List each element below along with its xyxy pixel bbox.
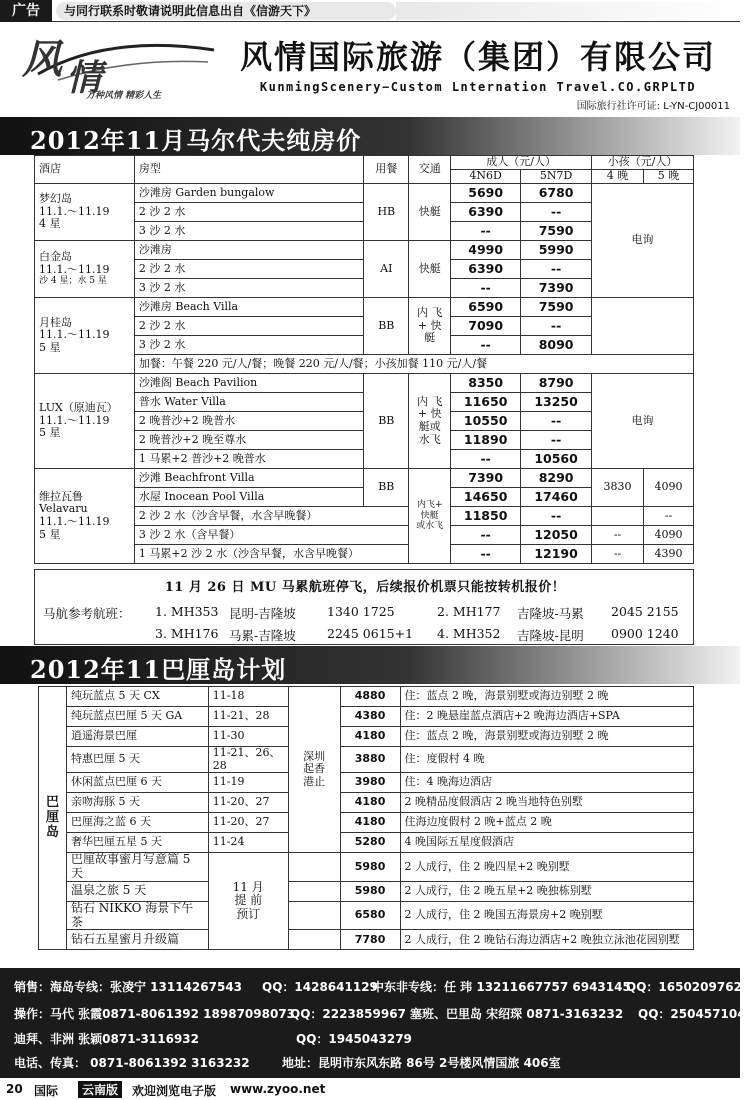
table-row: [39, 793, 694, 813]
room-type: 3 沙 2 水: [134, 279, 363, 298]
tour-name: 纯玩蓝点巴厘 5 天 GA: [66, 707, 208, 727]
flight-route: 马累-吉隆坡: [229, 628, 296, 643]
hotel-star: 5 星: [39, 426, 61, 440]
logo-char-qing: 情: [66, 57, 103, 99]
logo-char-feng: 风: [22, 36, 62, 83]
company-logo: [18, 28, 218, 100]
tour-name: 巴厘海之蓝 6 天: [66, 813, 208, 833]
price-4n6d: 14650: [451, 488, 521, 507]
price-5n7d: --: [521, 431, 592, 450]
license-number: 国际旅行社许可证: L-YN-CJ00011: [576, 101, 730, 112]
transport: 快艇: [409, 184, 451, 241]
price-4n6d: 7090: [451, 317, 521, 336]
flight-no: 3. MH176: [155, 626, 219, 641]
transport: 快艇: [409, 241, 451, 298]
tour-name: 纯玩蓝点 5 天 CX: [66, 687, 208, 707]
price-4n6d: --: [451, 336, 521, 355]
child-price-empty: [592, 298, 694, 355]
room-type: 沙滩阁 Beach Pavilion: [134, 374, 363, 393]
meal-surcharge: 加餐：午餐 220 元/人/餐；晚餐 220 元/人/餐；小孩加餐 110 元/人/餐: [134, 355, 693, 374]
page-number: 20: [6, 1082, 23, 1096]
page-footer-bar: [0, 1078, 740, 1100]
side-char: 岛: [45, 824, 59, 840]
tour-name: 奢华巴厘五星 5 天: [66, 833, 208, 853]
section-label: 国际: [34, 1084, 59, 1098]
tour-name: 钻石 NIKKO 海景下午茶: [66, 901, 208, 930]
flight-time: 2045 2155: [611, 604, 679, 619]
price-5n7d: 8790: [521, 374, 592, 393]
hotel-name: 白金岛: [39, 250, 72, 264]
tour-desc: 住：蓝点 2 晚，海景别墅或海边别墅 2 晚: [400, 727, 693, 747]
tour-desc: 2 人成行，住 2 晚钻石海边酒店+2 晚独立泳池花园别墅: [400, 930, 693, 950]
tour-price: 4180: [340, 727, 400, 747]
edition-badge: 云南版: [78, 1081, 122, 1098]
tour-dates: 11-24: [208, 833, 288, 853]
price-5n7d: 12050: [521, 526, 592, 545]
room-type: 沙滩房: [134, 241, 363, 260]
tour-name: 亲吻海豚 5 天: [66, 793, 208, 813]
tour-price: 5280: [340, 833, 400, 853]
tour-desc: 2 人成行，住 2 晚国五海景房+2 晚别墅: [400, 901, 693, 930]
room-type: 1 马累+2 普沙+2 晚普水: [134, 450, 363, 469]
hotel-star: 5 星: [39, 527, 61, 541]
tour-name: 特惠巴厘 5 天: [66, 747, 208, 773]
price-4n6d: 8350: [451, 374, 521, 393]
room-type: 2 沙 2 水: [134, 317, 363, 336]
departure-note-empty: [288, 930, 340, 950]
flight-no: 1. MH353: [155, 604, 219, 619]
price-4n6d: 6390: [451, 203, 521, 222]
hotel-lux: [35, 374, 135, 469]
table-row: [35, 469, 694, 488]
room-type: 沙滩 Beachfront Villa: [134, 469, 363, 488]
price-5n7d: 7590: [521, 222, 592, 241]
header-5n7d: 5N7D: [521, 170, 592, 184]
price-4n6d: 11650: [451, 393, 521, 412]
departure-note: [288, 687, 340, 853]
tour-dates: 11-20、27: [208, 793, 288, 813]
transport-line: 内 飞: [416, 394, 443, 408]
dubai-africa-contact: 迪拜、非洲 张颖0871-3116932: [14, 1032, 200, 1046]
price-4n6d: --: [451, 526, 521, 545]
hotel-dates: 11.1.～11.19: [39, 413, 110, 427]
table-row: [35, 184, 694, 203]
room-type: 水屋 Inocean Pool Villa: [134, 488, 363, 507]
tour-desc: 住：度假村 4 晚: [400, 747, 693, 773]
price-5n7d: 5990: [521, 241, 592, 260]
child-price-5: 4090: [644, 526, 694, 545]
logo-slogan: 万种风情 精彩人生: [86, 91, 162, 101]
maldives-banner-title: 2012年11月马尔代夫纯房价: [30, 126, 362, 155]
tour-price: 4180: [340, 813, 400, 833]
tour-price: 7780: [340, 930, 400, 950]
tour-name: 温泉之旅 5 天: [66, 881, 208, 901]
price-5n7d: 10560: [521, 450, 592, 469]
maldives-banner: [0, 117, 740, 155]
meal-plan: HB: [364, 184, 409, 241]
bali-plan-table: [38, 686, 694, 950]
suspend-notice: 11 月 26 日 MU 马累航班停飞，后续报价机票只能按转机报价！: [164, 580, 566, 595]
child-price-4: [592, 507, 644, 526]
price-4n6d: 6590: [451, 298, 521, 317]
operation-contact: 操作：马代 张霞0871-8061392 18987098073: [14, 1007, 296, 1021]
bali-side-label: [39, 687, 67, 950]
tour-price: 5980: [340, 881, 400, 901]
hotel-dates: 11.1.～11.19: [39, 515, 110, 528]
price-5n7d: --: [521, 260, 592, 279]
company-english-name: KunmingScenery−Custom Lnternation Travel.CO.GRPLTD: [259, 80, 697, 94]
flight-route: 昆明-吉隆坡: [229, 606, 296, 621]
room-type: 1 马累+2 沙 2 水（沙含早餐，水含早晚餐）: [134, 545, 408, 564]
advance-booking-note: [208, 853, 288, 950]
price-5n7d: 13250: [521, 393, 592, 412]
price-4n6d: 11850: [451, 507, 521, 526]
hotel-velavaru: [35, 469, 135, 564]
price-4n6d: --: [451, 545, 521, 564]
office-address: 地址：昆明市东风东路 86号 2号楼风情国旅 406室: [282, 1056, 561, 1070]
hotel-name: 维拉瓦鲁: [39, 489, 83, 503]
header-room: 房型: [134, 156, 363, 184]
flight-no: 2. MH177: [437, 604, 501, 619]
tour-dates: 11-20、27: [208, 813, 288, 833]
hotel-dates: 11.1.～11.19: [39, 328, 110, 342]
transport-line: 内飞+: [416, 500, 443, 511]
saipan-bali-qq: QQ：2504571046: [638, 1007, 754, 1021]
table-row: [39, 813, 694, 833]
tour-desc: 2 晚精品度假酒店 2 晚当地特色别墅: [400, 793, 693, 813]
hotel-name: LUX（原迪瓦）: [39, 401, 118, 415]
header-transport: 交通: [409, 156, 451, 184]
note-line: 提 前: [234, 893, 263, 908]
tour-name: 逍遥海景巴厘: [66, 727, 208, 747]
flight-route: 吉隆坡-昆明: [517, 628, 584, 643]
price-5n7d: --: [521, 203, 592, 222]
note-line: 11 月: [232, 879, 264, 894]
room-type: 3 沙 2 水: [134, 336, 363, 355]
header-child-4: 4 晚: [592, 170, 644, 184]
flight-route: 吉隆坡-马累: [517, 606, 584, 621]
notice-fade: [396, 2, 740, 20]
child-price-5: 4090: [644, 469, 694, 507]
transport-line: + 快: [417, 407, 442, 421]
price-4n6d: 5690: [451, 184, 521, 203]
transport-line: 水飞: [418, 432, 441, 446]
table-row: [39, 833, 694, 853]
table-row: [35, 374, 694, 393]
room-type: 2 沙 2 水: [134, 260, 363, 279]
price-5n7d: 6780: [521, 184, 592, 203]
flight-time: 0900 1240: [611, 626, 679, 641]
hotel-star: 沙 4 星；水 5 星: [39, 276, 107, 287]
tour-desc: 住海边度假村 2 晚+蓝点 2 晚: [400, 813, 693, 833]
side-char: 巴: [45, 794, 59, 810]
source-notice: 与同行联系时敬请说明此信息出自《信游天下》: [56, 2, 396, 20]
tour-desc: 住：4 晚海边酒店: [400, 773, 693, 793]
table-row: [39, 727, 694, 747]
price-4n6d: --: [451, 279, 521, 298]
child-price-inquire: 电询: [592, 374, 694, 469]
dubai-africa-qq: QQ：1945043279: [296, 1032, 412, 1046]
table-row: [39, 853, 694, 882]
table-row: [39, 773, 694, 793]
meal-plan: BB: [364, 374, 409, 469]
header-child-5: 5 晚: [644, 170, 694, 184]
price-4n6d: 7390: [451, 469, 521, 488]
flight-time: 1340 1725: [327, 604, 395, 619]
price-5n7d: --: [521, 507, 592, 526]
child-price-inquire: 电询: [592, 184, 694, 298]
meal-plan: BB: [364, 469, 409, 507]
hotel-dates: 11.1.～11.19: [39, 262, 110, 276]
hotel-star: 4 星: [39, 217, 61, 231]
room-type: 3 沙 2 水: [134, 222, 363, 241]
hotel-dreamland: [35, 184, 135, 241]
price-4n6d: --: [451, 222, 521, 241]
room-type: 2 沙 2 水: [134, 203, 363, 222]
table-row: [39, 707, 694, 727]
flight-notes: [34, 569, 694, 645]
child-price-5: --: [644, 507, 694, 526]
room-type: 沙滩房 Beach Villa: [134, 298, 363, 317]
transport: [409, 374, 451, 469]
middle-east-contact: 中东非专线：任 玮 13211667757 6943145: [372, 980, 631, 994]
hotel-dates: 11.1.～11.19: [39, 204, 110, 218]
sales-qq: QQ：1428641129: [262, 980, 378, 994]
tour-price: 5980: [340, 853, 400, 882]
hotel-name-en: Velavaru: [39, 502, 88, 516]
child-price-4: 3830: [592, 469, 644, 507]
price-5n7d: 7390: [521, 279, 592, 298]
tour-dates: 11-19: [208, 773, 288, 793]
table-row: [39, 881, 694, 901]
price-4n6d: --: [451, 450, 521, 469]
price-5n7d: 8090: [521, 336, 592, 355]
tour-desc: 2 人成行，住 2 晚五星+2 晚独栋别墅: [400, 881, 693, 901]
tour-price: 3980: [340, 773, 400, 793]
bali-banner-title: 2012年11巴厘岛计划: [30, 655, 287, 684]
transport-line: + 快: [417, 318, 442, 332]
tour-desc: 住：蓝点 2 晚，海景别墅或海边别墅 2 晚: [400, 687, 693, 707]
price-4n6d: 4990: [451, 241, 521, 260]
price-4n6d: 11890: [451, 431, 521, 450]
hotel-star: 5 星: [39, 340, 61, 354]
tour-price: 6580: [340, 901, 400, 930]
child-price-4: --: [592, 526, 644, 545]
transport-line: 艇或: [418, 420, 441, 433]
departure-line: 起香: [303, 762, 326, 776]
table-row: [39, 747, 694, 773]
tour-name: 休闲蓝点巴厘 6 天: [66, 773, 208, 793]
room-type: 2 晚普沙+2 晚至尊水: [134, 431, 363, 450]
tour-price: 4380: [340, 707, 400, 727]
flight-no: 4. MH352: [437, 626, 501, 641]
price-5n7d: 8290: [521, 469, 592, 488]
price-5n7d: --: [521, 317, 592, 336]
tour-desc: 2 人成行，住 2 晚四星+2 晚别墅: [400, 853, 693, 882]
maldives-price-table: [34, 155, 694, 564]
flights-label: 马航参考航班：: [43, 606, 131, 621]
price-4n6d: 6390: [451, 260, 521, 279]
tour-dates: 11-21、28: [208, 707, 288, 727]
transport-line: 快艇: [420, 510, 439, 521]
header-hotel: 酒店: [35, 156, 135, 184]
price-5n7d: --: [521, 412, 592, 431]
meal-plan: AI: [364, 241, 409, 298]
room-type: 普水 Water Villa: [134, 393, 363, 412]
transport-line: 或水飞: [416, 521, 444, 532]
tour-dates: 11-30: [208, 727, 288, 747]
price-5n7d: 7590: [521, 298, 592, 317]
sales-contact: 销售：海岛专线：张凌宁 13114267543: [14, 980, 243, 994]
tour-desc: 4 晚国际五星度假酒店: [400, 833, 693, 853]
tour-desc: 住：2 晚悬崖蓝点酒店+2 晚海边酒店+SPA: [400, 707, 693, 727]
saipan-bali-contact: 塞班、巴里岛 宋绍琛 0871-3163232: [410, 1007, 624, 1021]
company-name: 风情国际旅游（集团）有限公司: [239, 38, 716, 76]
tour-price: 4180: [340, 793, 400, 813]
footer-slogan: 欢迎浏览电子版: [132, 1084, 217, 1098]
note-line: 预订: [236, 907, 261, 922]
top-bar: [0, 0, 740, 22]
phone-fax: 电话、传真： 0871-8061392 3163232: [14, 1056, 250, 1070]
header-4n6d: 4N6D: [451, 170, 521, 184]
table-row: [39, 930, 694, 950]
departure-note-empty: [288, 901, 340, 930]
transport-line: 内 飞: [416, 306, 443, 320]
departure-note-empty: [288, 881, 340, 901]
departure-line: 港止: [303, 774, 326, 788]
flight-time: 2245 0615+1: [327, 626, 414, 641]
operation-qq: QQ：2223859967: [290, 1007, 406, 1021]
website-link[interactable]: www.zyoo.net: [230, 1082, 326, 1096]
price-5n7d: 17460: [521, 488, 592, 507]
table-row: [39, 901, 694, 930]
hotel-laurel: [35, 298, 135, 374]
tour-name: 钻石五星蜜月升级篇: [66, 930, 208, 950]
transport-line: 艇: [424, 331, 436, 345]
tour-price: 4880: [340, 687, 400, 707]
room-type: 3 沙 2 水（含早餐）: [134, 526, 408, 545]
room-type: 2 沙 2 水（沙含早餐，水含早晚餐）: [134, 507, 408, 526]
table-row: [35, 298, 694, 317]
tour-dates: 11-18: [208, 687, 288, 707]
room-type: 沙滩房 Garden bungalow: [134, 184, 363, 203]
tour-price: 3880: [340, 747, 400, 773]
header-meal: 用餐: [364, 156, 409, 184]
departure-note-empty: [288, 853, 340, 882]
table-header-row: [35, 156, 694, 170]
departure-line: 深圳: [303, 749, 326, 763]
transport: [409, 469, 451, 564]
hotel-platinum: [35, 241, 135, 298]
price-4n6d: 10550: [451, 412, 521, 431]
contact-footer: [0, 968, 754, 1078]
room-type: 2 晚普沙+2 晚普水: [134, 412, 363, 431]
transport: [409, 298, 451, 355]
hotel-name: 梦幻岛: [39, 192, 72, 206]
price-5n7d: 12190: [521, 545, 592, 564]
hotel-name: 月桂岛: [39, 315, 72, 329]
child-price-5: 4390: [644, 545, 694, 564]
middle-east-qq: QQ：1650209762: [626, 980, 742, 994]
tour-dates: 11-21、26、28: [208, 747, 288, 773]
child-price-4: --: [592, 545, 644, 564]
header-child: 小孩（元/人）: [592, 156, 694, 170]
ad-label: 广告: [0, 0, 52, 22]
table-row: [39, 687, 694, 707]
side-char: 厘: [45, 809, 59, 825]
meal-plan: BB: [364, 298, 409, 355]
header-adult: 成人（元/人）: [451, 156, 592, 170]
bali-banner: [0, 646, 740, 684]
tour-name: 巴厘故事蜜月写意篇 5 天: [66, 853, 208, 882]
